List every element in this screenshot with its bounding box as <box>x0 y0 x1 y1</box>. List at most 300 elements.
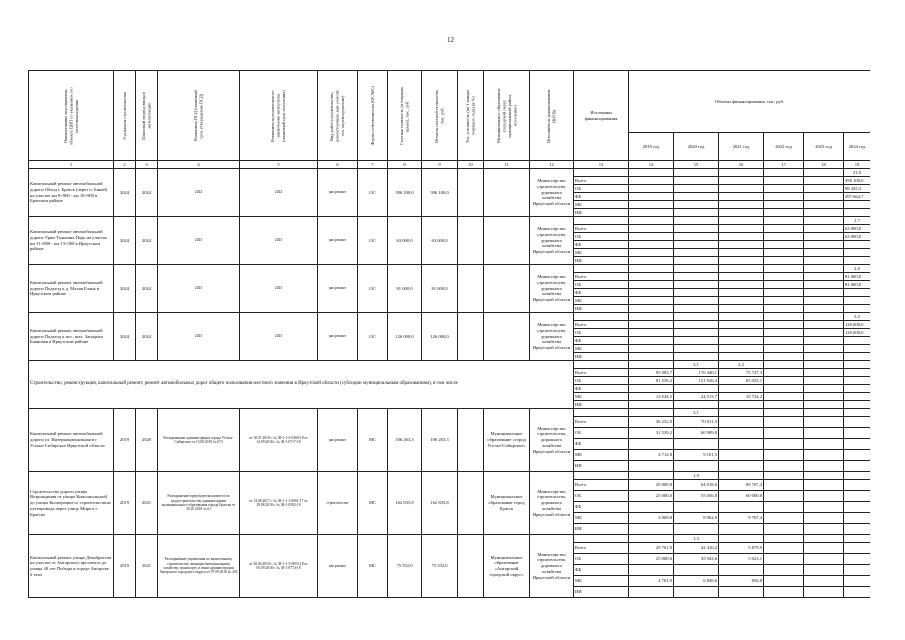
blank-cell <box>804 193 844 201</box>
blank-cell <box>719 409 764 417</box>
blank-cell <box>764 305 804 313</box>
blank-cell <box>719 345 764 353</box>
blank-cell <box>674 329 719 337</box>
header-cost: Сметная стоимость (в текущих ценах), тыс. руб. <box>388 71 422 161</box>
executor: Министерство строительства, дорожного хозяйства Иркутской области <box>530 409 574 472</box>
funding-value: 36 252,0 <box>629 417 674 428</box>
blank-cell <box>674 289 719 297</box>
funding-value <box>674 461 719 472</box>
funding-value <box>719 417 764 428</box>
blank-cell <box>719 305 764 313</box>
object-name: Капитальный ремонт автомобильной дороги Подъезд к пос. шах. Западная Баяновая в Иркутском районе <box>29 313 114 361</box>
financing-table-sheet <box>28 70 870 625</box>
blank-cell <box>804 217 844 225</box>
column-number: 11 <box>484 161 530 169</box>
start-year: 2024 <box>114 265 136 313</box>
share-percent: 2,0 <box>844 265 871 273</box>
remaining-cost: 396 100,0 <box>422 169 458 217</box>
blank-cell <box>764 273 804 281</box>
blank-cell <box>764 313 804 321</box>
blank-cell <box>844 576 871 587</box>
funding-value: 95 083,7 <box>629 369 674 377</box>
finish-year: 2021 <box>136 535 158 598</box>
blank-cell <box>629 241 674 249</box>
expertise-details: от 20.06.2018 г. № 38-1-1-3-0053-18 от 05.09.2018 г. № 38-1-0774-18 <box>240 535 318 598</box>
blank-cell <box>844 480 871 491</box>
blank-cell <box>804 321 844 329</box>
blank-cell <box>844 461 871 472</box>
blank-cell <box>674 233 719 241</box>
blank-cell <box>629 185 674 193</box>
blank-cell <box>804 461 844 472</box>
blank-cell <box>804 587 844 598</box>
blank-cell <box>719 225 764 233</box>
blank-cell <box>674 257 719 265</box>
funding-value <box>674 565 719 576</box>
blank-cell <box>674 345 719 353</box>
ownership: МС <box>358 472 388 535</box>
blank-cell <box>674 169 719 177</box>
blank-cell <box>804 281 844 289</box>
funding-value: 8 962,6 <box>674 513 719 524</box>
blank-cell <box>844 524 871 535</box>
blank-cell <box>764 185 804 193</box>
blank-cell <box>764 472 804 480</box>
blank-cell <box>629 169 674 177</box>
blank-cell <box>804 502 844 513</box>
source-blank <box>574 313 629 321</box>
blank-cell <box>844 369 871 377</box>
remaining-cost: 81 000,0 <box>422 265 458 313</box>
blank-cell <box>804 385 844 393</box>
header-year-2021: 2021 год <box>719 133 764 161</box>
funding-value <box>629 439 674 450</box>
header-year-2023: 2023 год <box>804 133 844 161</box>
blank-cell <box>804 576 844 587</box>
blank-cell <box>804 543 844 554</box>
column-number: 2 <box>114 161 136 169</box>
funding-value: 31 539,2 <box>629 428 674 439</box>
blank-cell <box>764 587 804 598</box>
header-executor: Исполнитель (наименование ИОГВ) <box>530 71 574 161</box>
blank-cell <box>674 217 719 225</box>
blank-cell <box>844 361 871 369</box>
blank-cell <box>764 289 804 297</box>
funding-value: 126 000,0 <box>844 329 871 337</box>
blank-cell <box>764 543 804 554</box>
blank-cell <box>804 177 844 185</box>
blank-cell <box>844 393 871 401</box>
funding-value <box>629 385 674 393</box>
funding-value <box>674 401 719 409</box>
readiness <box>458 535 484 598</box>
header-funding: Объемы финансирования, тыс. руб. <box>629 71 871 133</box>
blank-cell <box>804 369 844 377</box>
start-year: 2024 <box>114 169 136 217</box>
blank-cell <box>764 480 804 491</box>
blank-cell <box>719 233 764 241</box>
funding-value: 64 018,6 <box>674 480 719 491</box>
blank-cell <box>764 385 804 393</box>
funding-value: 55 056,0 <box>674 491 719 502</box>
funding-value: 65 025,1 <box>719 377 764 385</box>
funding-source: ОБ <box>574 491 629 502</box>
blank-cell <box>674 185 719 193</box>
blank-cell <box>629 305 674 313</box>
column-number: 9 <box>422 161 458 169</box>
blank-cell <box>804 313 844 321</box>
blank-cell <box>844 377 871 385</box>
blank-cell <box>804 535 844 543</box>
section-title: Строительство, реконструкция, капитальный ремонт, ремонт автомобильных дорог общего пользования местного значения в Иркутской области (субсидии муниципальным образованиям), в том числе <box>29 361 574 409</box>
funding-source: ФБ <box>574 241 629 249</box>
psd-details: 2022 <box>158 169 240 217</box>
psd-details: Распоряжение председателя комитета по градостроительству администрации муниципального образования города Братска от 30.10.2018 № 61 <box>158 472 240 535</box>
table-row <box>29 472 871 480</box>
blank-cell <box>674 353 719 361</box>
blank-cell <box>674 297 719 305</box>
blank-cell <box>764 417 804 428</box>
work-type: кап.ремонт <box>318 265 358 313</box>
funding-value: 63 000,0 <box>844 233 871 241</box>
expertise-details: 2023 <box>240 313 318 361</box>
funding-source: МБ <box>574 393 629 401</box>
blank-cell <box>629 289 674 297</box>
funding-value: 5 879,9 <box>719 543 764 554</box>
blank-cell <box>629 281 674 289</box>
funding-value <box>719 439 764 450</box>
column-number: 14 <box>629 161 674 169</box>
finish-year: 2020 <box>136 409 158 472</box>
source-blank <box>574 361 629 369</box>
readiness <box>458 217 484 265</box>
funding-source: МБ <box>574 249 629 257</box>
header-ownership: Форма собственности (ОС/МС) <box>358 71 388 161</box>
blank-cell <box>764 281 804 289</box>
funding-value <box>719 587 764 598</box>
source-blank <box>574 265 629 273</box>
remaining-cost: 106 263,3 <box>422 409 458 472</box>
ownership: ОС <box>358 265 388 313</box>
blank-cell <box>804 233 844 241</box>
readiness <box>458 472 484 535</box>
funding-source: Всего <box>574 369 629 377</box>
funding-value <box>674 502 719 513</box>
blank-cell <box>629 313 674 321</box>
blank-cell <box>804 450 844 461</box>
blank-cell <box>674 273 719 281</box>
blank-cell <box>674 337 719 345</box>
funding-value: 126 000,0 <box>844 321 871 329</box>
column-number: 18 <box>804 161 844 169</box>
psd-details: Распоряжение администрации города Усолье-Сибирское от 13.08.2018 № 673 <box>158 409 240 472</box>
funding-value <box>844 297 871 305</box>
blank-cell <box>719 297 764 305</box>
blank-cell <box>844 565 871 576</box>
blank-cell <box>804 513 844 524</box>
blank-cell <box>719 177 764 185</box>
funding-value: 856,8 <box>719 576 764 587</box>
municipality <box>484 169 530 217</box>
funding-value <box>674 439 719 450</box>
blank-cell <box>629 257 674 265</box>
blank-cell <box>804 417 844 428</box>
blank-cell <box>764 535 804 543</box>
executor: Министерство строительства, дорожного хозяйства Иркутской области <box>530 265 574 313</box>
funding-source: ОБ <box>574 428 629 439</box>
blank-cell <box>719 321 764 329</box>
blank-cell <box>719 185 764 193</box>
blank-cell <box>804 480 844 491</box>
estimated-cost: 396 100,0 <box>388 169 422 217</box>
blank-cell <box>804 409 844 417</box>
blank-cell <box>804 393 844 401</box>
readiness <box>458 313 484 361</box>
executor: Министерство строительства, дорожного хозяйства Иркутской области <box>530 535 574 598</box>
municipality <box>484 313 530 361</box>
blank-cell <box>804 185 844 193</box>
funding-value <box>844 209 871 217</box>
blank-cell <box>804 428 844 439</box>
blank-cell <box>764 353 804 361</box>
column-number: 19 <box>844 161 871 169</box>
blank-cell <box>764 401 804 409</box>
funding-value: 25 000,0 <box>629 491 674 502</box>
blank-cell <box>719 535 764 543</box>
blank-cell <box>844 587 871 598</box>
source-blank <box>574 217 629 225</box>
work-type: кап.ремонт <box>318 409 358 472</box>
funding-value: 60 000,0 <box>719 491 764 502</box>
funding-source: ИИ <box>574 305 629 313</box>
funding-source: ИИ <box>574 587 629 598</box>
blank-cell <box>764 409 804 417</box>
blank-cell <box>719 249 764 257</box>
blank-cell <box>804 249 844 257</box>
table-row <box>29 169 871 177</box>
funding-value: 176 440,1 <box>674 369 719 377</box>
estimated-cost: 81 000,0 <box>388 265 422 313</box>
blank-cell <box>804 524 844 535</box>
blank-cell <box>719 329 764 337</box>
column-number: 12 <box>530 161 574 169</box>
funding-value: 5 023,1 <box>719 554 764 565</box>
financing-table <box>28 70 870 598</box>
funding-value <box>629 565 674 576</box>
readiness <box>458 169 484 217</box>
funding-value <box>629 524 674 535</box>
blank-cell <box>804 265 844 273</box>
blank-cell <box>674 249 719 257</box>
object-name: Капитальный ремонт автомобильной дороги ул. Интернациональная в г. Усолье-Сибирское Иркутской области <box>29 409 114 472</box>
share-percent: 3,1 <box>674 409 719 417</box>
estimated-cost: 162 835,8 <box>388 472 422 535</box>
blank-cell <box>629 345 674 353</box>
share-percent: 1,3 <box>674 535 719 543</box>
work-type: кап.ремонт <box>318 313 358 361</box>
funding-source: Всего <box>574 321 629 329</box>
funding-source: ФБ <box>574 385 629 393</box>
funding-value: 9 101,5 <box>674 450 719 461</box>
executor: Министерство строительства, дорожного хозяйства Иркутской области <box>530 169 574 217</box>
funding-source: ОБ <box>574 185 629 193</box>
funding-value <box>844 345 871 353</box>
blank-cell <box>764 265 804 273</box>
page-number: 12 <box>447 36 454 44</box>
ownership: ОС <box>358 313 388 361</box>
funding-source: Всего <box>574 543 629 554</box>
funding-source: МБ <box>574 450 629 461</box>
blank-cell <box>629 209 674 217</box>
blank-cell <box>719 217 764 225</box>
funding-source: Всего <box>574 273 629 281</box>
funding-source: ФБ <box>574 337 629 345</box>
column-number: 7 <box>358 161 388 169</box>
share-percent: 3,1 <box>674 361 719 369</box>
blank-cell <box>804 491 844 502</box>
blank-cell <box>629 321 674 329</box>
blank-cell <box>844 417 871 428</box>
blank-cell <box>844 450 871 461</box>
blank-cell <box>674 313 719 321</box>
expertise-details: от 14.08.2017 г. № 38-1-1-3-0061-17 от 29.08.2018 г. № 38-1-0592-18 <box>240 472 318 535</box>
estimated-cost: 75 552,0 <box>388 535 422 598</box>
blank-cell <box>804 353 844 361</box>
blank-cell <box>629 193 674 201</box>
blank-cell <box>764 393 804 401</box>
object-name: Капитальный ремонт автомобильной дороги Подъезд к д. Малая Елань в Иркутском районе <box>29 265 114 313</box>
blank-cell <box>764 217 804 225</box>
blank-cell <box>844 472 871 480</box>
blank-cell <box>844 428 871 439</box>
section-row <box>29 361 871 369</box>
funding-value: 25 000,0 <box>629 554 674 565</box>
funding-value <box>629 461 674 472</box>
blank-cell <box>629 249 674 257</box>
blank-cell <box>719 472 764 480</box>
table-row <box>29 535 871 543</box>
blank-cell <box>674 265 719 273</box>
funding-value: 60 909,8 <box>674 428 719 439</box>
funding-value: 81 539,2 <box>629 377 674 385</box>
funding-source: ИИ <box>574 524 629 535</box>
funding-source: ИИ <box>574 461 629 472</box>
column-number: 10 <box>458 161 484 169</box>
funding-source: ОБ <box>574 377 629 385</box>
source-blank <box>574 535 629 543</box>
source-blank <box>574 169 629 177</box>
remaining-cost: 126 000,0 <box>422 313 458 361</box>
funding-source: ФБ <box>574 289 629 297</box>
funding-value: 4 069,8 <box>629 513 674 524</box>
blank-cell <box>804 345 844 353</box>
blank-cell <box>719 273 764 281</box>
funding-source: Всего <box>574 480 629 491</box>
start-year: 2019 <box>114 409 136 472</box>
funding-value: 70 011,3 <box>674 417 719 428</box>
blank-cell <box>844 543 871 554</box>
blank-cell <box>844 439 871 450</box>
share-percent: 3,3 <box>844 313 871 321</box>
funding-value: 396 100,0 <box>844 177 871 185</box>
blank-cell <box>804 209 844 217</box>
blank-cell <box>764 513 804 524</box>
blank-cell <box>629 177 674 185</box>
funding-value: 4 712,8 <box>629 450 674 461</box>
blank-cell <box>764 502 804 513</box>
start-year: 2019 <box>114 535 136 598</box>
blank-cell <box>674 225 719 233</box>
source-blank <box>574 472 629 480</box>
blank-cell <box>764 169 804 177</box>
work-type: кап.ремонт <box>318 535 358 598</box>
blank-cell <box>804 305 844 313</box>
remaining-cost: 75 552,0 <box>422 535 458 598</box>
funding-value <box>674 587 719 598</box>
funding-source: ФБ <box>574 439 629 450</box>
header-expertise: Реквизиты положительного заключения экспертизы (плановый срок получения) <box>240 71 318 161</box>
blank-cell <box>764 249 804 257</box>
funding-value <box>719 524 764 535</box>
funding-source: ОБ <box>574 281 629 289</box>
executor: Министерство строительства, дорожного хозяйства Иркутской области <box>530 217 574 265</box>
column-number: 13 <box>574 161 629 169</box>
blank-cell <box>764 554 804 565</box>
blank-cell <box>719 289 764 297</box>
blank-cell <box>764 491 804 502</box>
blank-cell <box>804 377 844 385</box>
header-municipality: Муниципальное образование (городской округ, муниципальный район, поселение) <box>484 71 530 161</box>
blank-cell <box>674 201 719 209</box>
blank-cell <box>629 409 674 417</box>
blank-cell <box>764 369 804 377</box>
blank-cell <box>844 401 871 409</box>
funding-value <box>629 401 674 409</box>
funding-value: 24 513,7 <box>674 393 719 401</box>
blank-cell <box>764 233 804 241</box>
funding-value: 29 069,8 <box>629 480 674 491</box>
funding-value <box>844 257 871 265</box>
blank-cell <box>764 524 804 535</box>
funding-value: 9 767,4 <box>719 513 764 524</box>
funding-source: МБ <box>574 576 629 587</box>
blank-cell <box>764 461 804 472</box>
funding-value: 42 410,2 <box>674 543 719 554</box>
table-row <box>29 313 871 321</box>
blank-cell <box>629 217 674 225</box>
remaining-cost: 63 000,0 <box>422 217 458 265</box>
funding-source: ИИ <box>574 353 629 361</box>
funding-value: 29 761,9 <box>629 543 674 554</box>
funding-value <box>674 385 719 393</box>
column-number: 15 <box>674 161 719 169</box>
blank-cell <box>629 472 674 480</box>
table-row <box>29 409 871 417</box>
start-year: 2019 <box>114 472 136 535</box>
blank-cell <box>719 209 764 217</box>
blank-cell <box>804 401 844 409</box>
blank-cell <box>764 225 804 233</box>
funding-source: ФБ <box>574 193 629 201</box>
funding-value <box>844 201 871 209</box>
object-name: Капитальный ремонт улицы Декабристов на участке от Ангарского проспекта до улицы 40 лет Победы в городе Ангарске 2 этап <box>29 535 114 598</box>
work-type: кап.ремонт <box>318 169 358 217</box>
funding-source: ОБ <box>574 554 629 565</box>
expertise-details: 2022 <box>240 169 318 217</box>
work-type: кап.ремонт <box>318 217 358 265</box>
municipality <box>484 265 530 313</box>
header-name: Наименование мероприятия, объекта ЦИП со указанием его местонахождения <box>29 71 114 161</box>
